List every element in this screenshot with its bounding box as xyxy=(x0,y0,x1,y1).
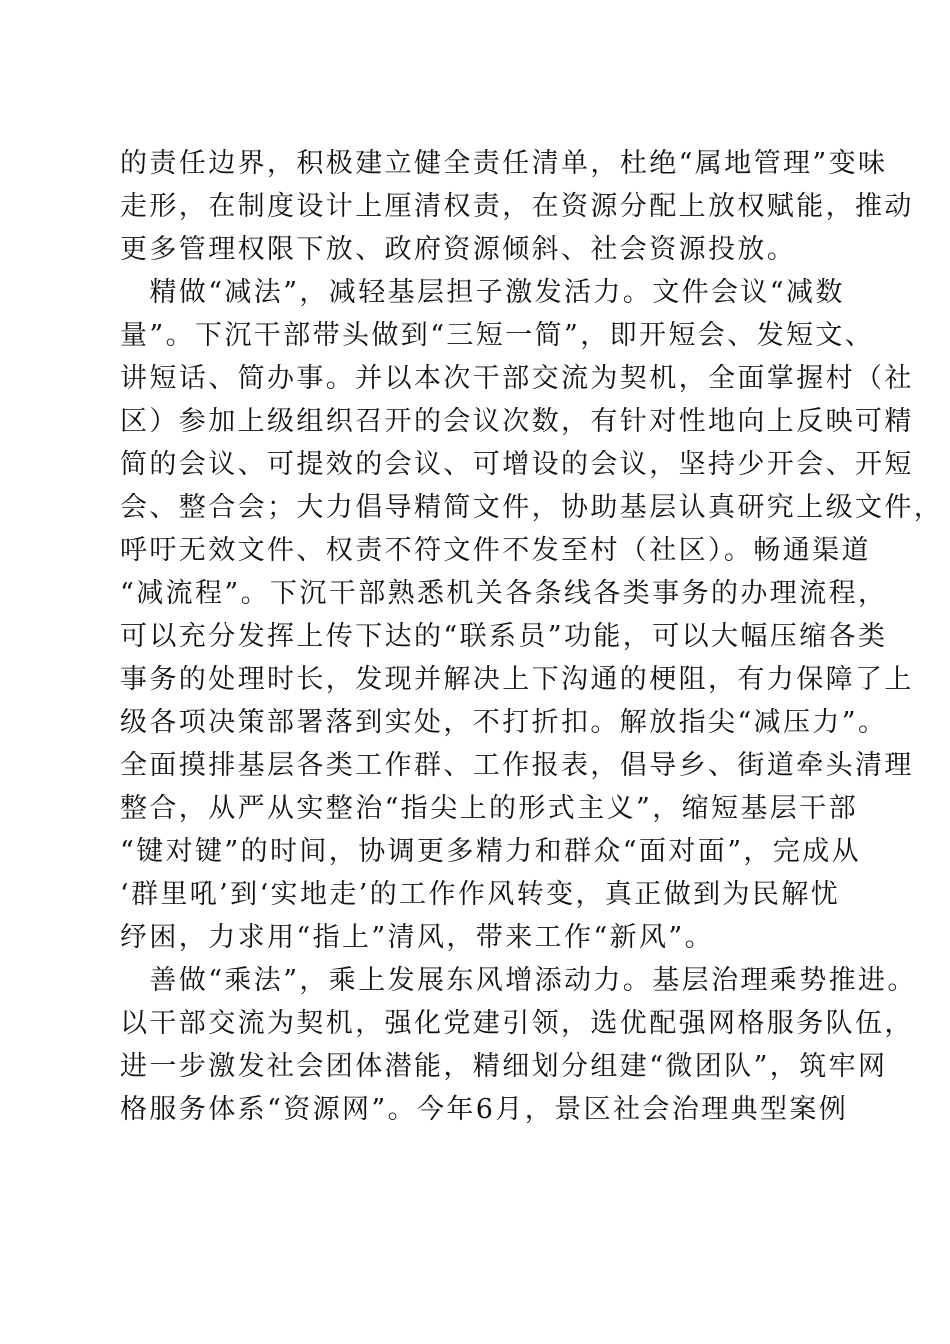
text-line: 整合，从严从实整治“指尖上的形式主义”，缩短基层干部 xyxy=(120,793,859,824)
text-line: 进一步激发社会团体潜能，精细划分组建“微团队”，筑牢网 xyxy=(120,1051,888,1082)
text-line: 善做“乘法”，乘上发展东风增添动力。基层治理乘势推进。 xyxy=(120,965,917,996)
text-line: 会、整合会；大力倡导精简文件，协助基层认真研究上级文件， xyxy=(120,492,944,523)
text-line: 更多管理权限下放、政府资源倾斜、社会资源投放。 xyxy=(120,234,797,265)
text-line: ‘群里吼’到‘实地走’的工作作风转变，真正做到为民解忧 xyxy=(120,879,841,910)
text-line: 可以充分发挥上传下达的“联系员”功能，可以大幅压缩各类 xyxy=(120,621,888,652)
body-text xyxy=(120,142,944,1131)
text-line: 精做“减法”，减轻基层担子激发活力。文件会议“减数 xyxy=(120,277,845,308)
text-line: 呼吁无效文件、权责不符文件不发至村（社区）。畅通渠道 xyxy=(120,535,871,566)
text-line: 事务的处理时长，发现并解决上下沟通的梗阻，有力保障了上 xyxy=(120,664,914,695)
text-line: 级各项决策部署落到实处，不打折扣。解放指尖“减压力”。 xyxy=(120,707,888,738)
text-line: 格服务体系“资源网”。今年6月，景区社会治理典型案例 xyxy=(120,1094,849,1125)
text-line: 走形，在制度设计上厘清权责，在资源分配上放权赋能，推动 xyxy=(120,191,914,222)
text-line: 纾困，力求用“指上”清风，带来工作“新风”。 xyxy=(120,922,715,953)
text-line: 量”。下沉干部带头做到“三短一简”，即开短会、发短文、 xyxy=(120,320,875,351)
text-line: “键对键”的时间，协调更多精力和群众“面对面”，完成从 xyxy=(120,836,862,867)
text-line: “减流程”。下沉干部熟悉机关各条线各类事务的办理流程， xyxy=(120,578,888,609)
text-line: 区）参加上级组织召开的会议次数，有针对性地向上反映可精 xyxy=(120,406,914,437)
text-line: 简的会议、可提效的会议、可增设的会议，坚持少开会、开短 xyxy=(120,449,914,480)
text-line: 全面摸排基层各类工作群、工作报表，倡导乡、街道牵头清理 xyxy=(120,750,914,781)
text-line: 讲短话、简办事。并以本次干部交流为契机，全面掌握村（社 xyxy=(120,363,914,394)
text-line: 的责任边界，积极建立健全责任清单，杜绝“属地管理”变味 xyxy=(120,148,888,179)
text-line: 以干部交流为契机，强化党建引领，选优配强网格服务队伍， xyxy=(120,1008,914,1039)
